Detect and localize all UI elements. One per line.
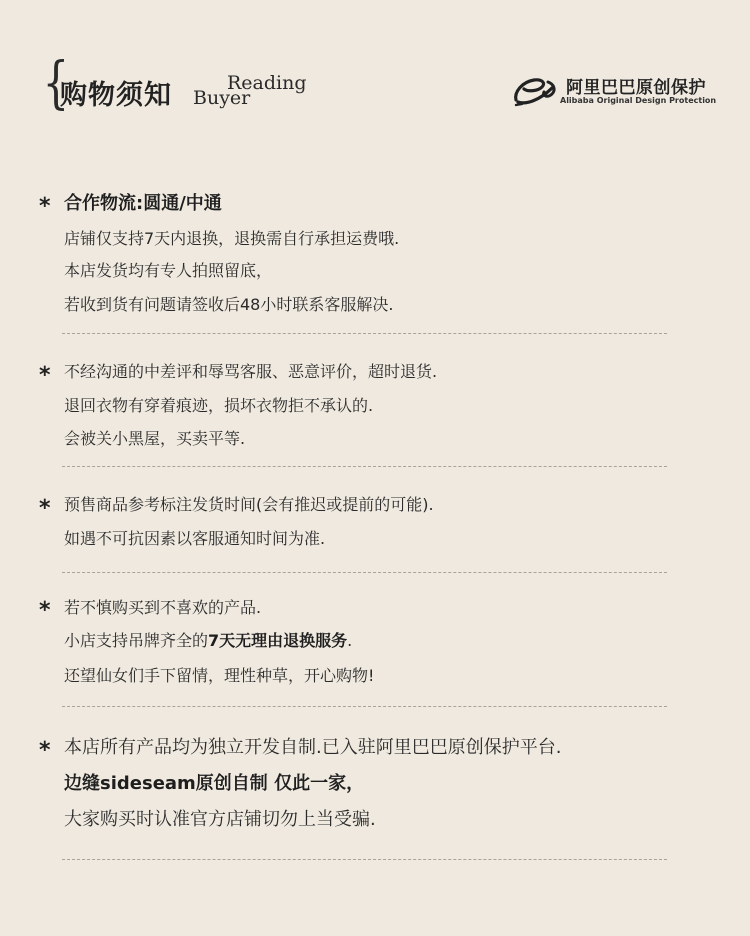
notice-line: 预售商品参考标注发货时间(会有推迟或提前的可能). (64, 495, 434, 514)
brace-ornament-icon: { (42, 51, 70, 116)
star-bullet-icon: * (39, 194, 51, 219)
star-bullet-icon: * (39, 598, 51, 623)
dashed-divider (62, 572, 667, 573)
brand-name-cn: 阿里巴巴原创保护 (566, 78, 706, 98)
notice-line: 不经沟通的中差评和辱骂客服、恶意评价，超时退货. (64, 362, 438, 381)
star-bullet-icon: * (39, 363, 51, 388)
page-title: 购物须知 (60, 80, 172, 111)
title-en-buyer: Buyer (193, 87, 251, 109)
return-policy-highlight: 7天无理由退换服务 (208, 631, 348, 650)
notice-line: 若不慎购买到不喜欢的产品. (64, 598, 262, 617)
dashed-divider (62, 466, 667, 467)
dashed-divider (62, 333, 667, 334)
notice-line: 还望仙女们手下留情，理性种草，开心购物! (64, 666, 375, 685)
notice-text-end: . (347, 631, 353, 650)
brand-name-en: Alibaba Original Design Protection (560, 96, 717, 105)
notice-line: 如遇不可抗因素以客服通知时间为准. (64, 529, 326, 548)
brand-claim-line: 边缝sideseam原创自制 仅此一家， (64, 773, 365, 794)
header (0, 0, 750, 130)
notice-line: 会被关小黑屋，买卖平等. (64, 429, 246, 448)
section-heading: 合作物流:圆通/中通 (64, 193, 222, 214)
star-bullet-icon: * (39, 496, 51, 521)
notice-line (64, 628, 352, 651)
notice-line: 退回衣物有穿着痕迹，损坏衣物拒不承认的. (64, 396, 374, 415)
notice-line: 若收到货有问题请签收后48小时联系客服解决. (64, 295, 394, 314)
dashed-divider (62, 859, 667, 860)
notice-line: 本店发货均有专人拍照留底， (64, 261, 273, 280)
notice-line: 店铺仅支持7天内退换，退换需自行承担运费哦. (64, 229, 400, 248)
notice-text: 小店支持吊牌齐全的 (64, 631, 209, 650)
star-bullet-icon: * (39, 738, 51, 763)
alibaba-logo-icon (512, 74, 560, 108)
title-en-reading: Reading (227, 72, 307, 94)
notice-line: 本店所有产品均为独立开发自制.已入驻阿里巴巴原创保护平台. (64, 737, 562, 758)
notice-line: 大家购买时认准官方店铺切勿上当受骗. (64, 809, 376, 830)
dashed-divider (62, 706, 667, 707)
